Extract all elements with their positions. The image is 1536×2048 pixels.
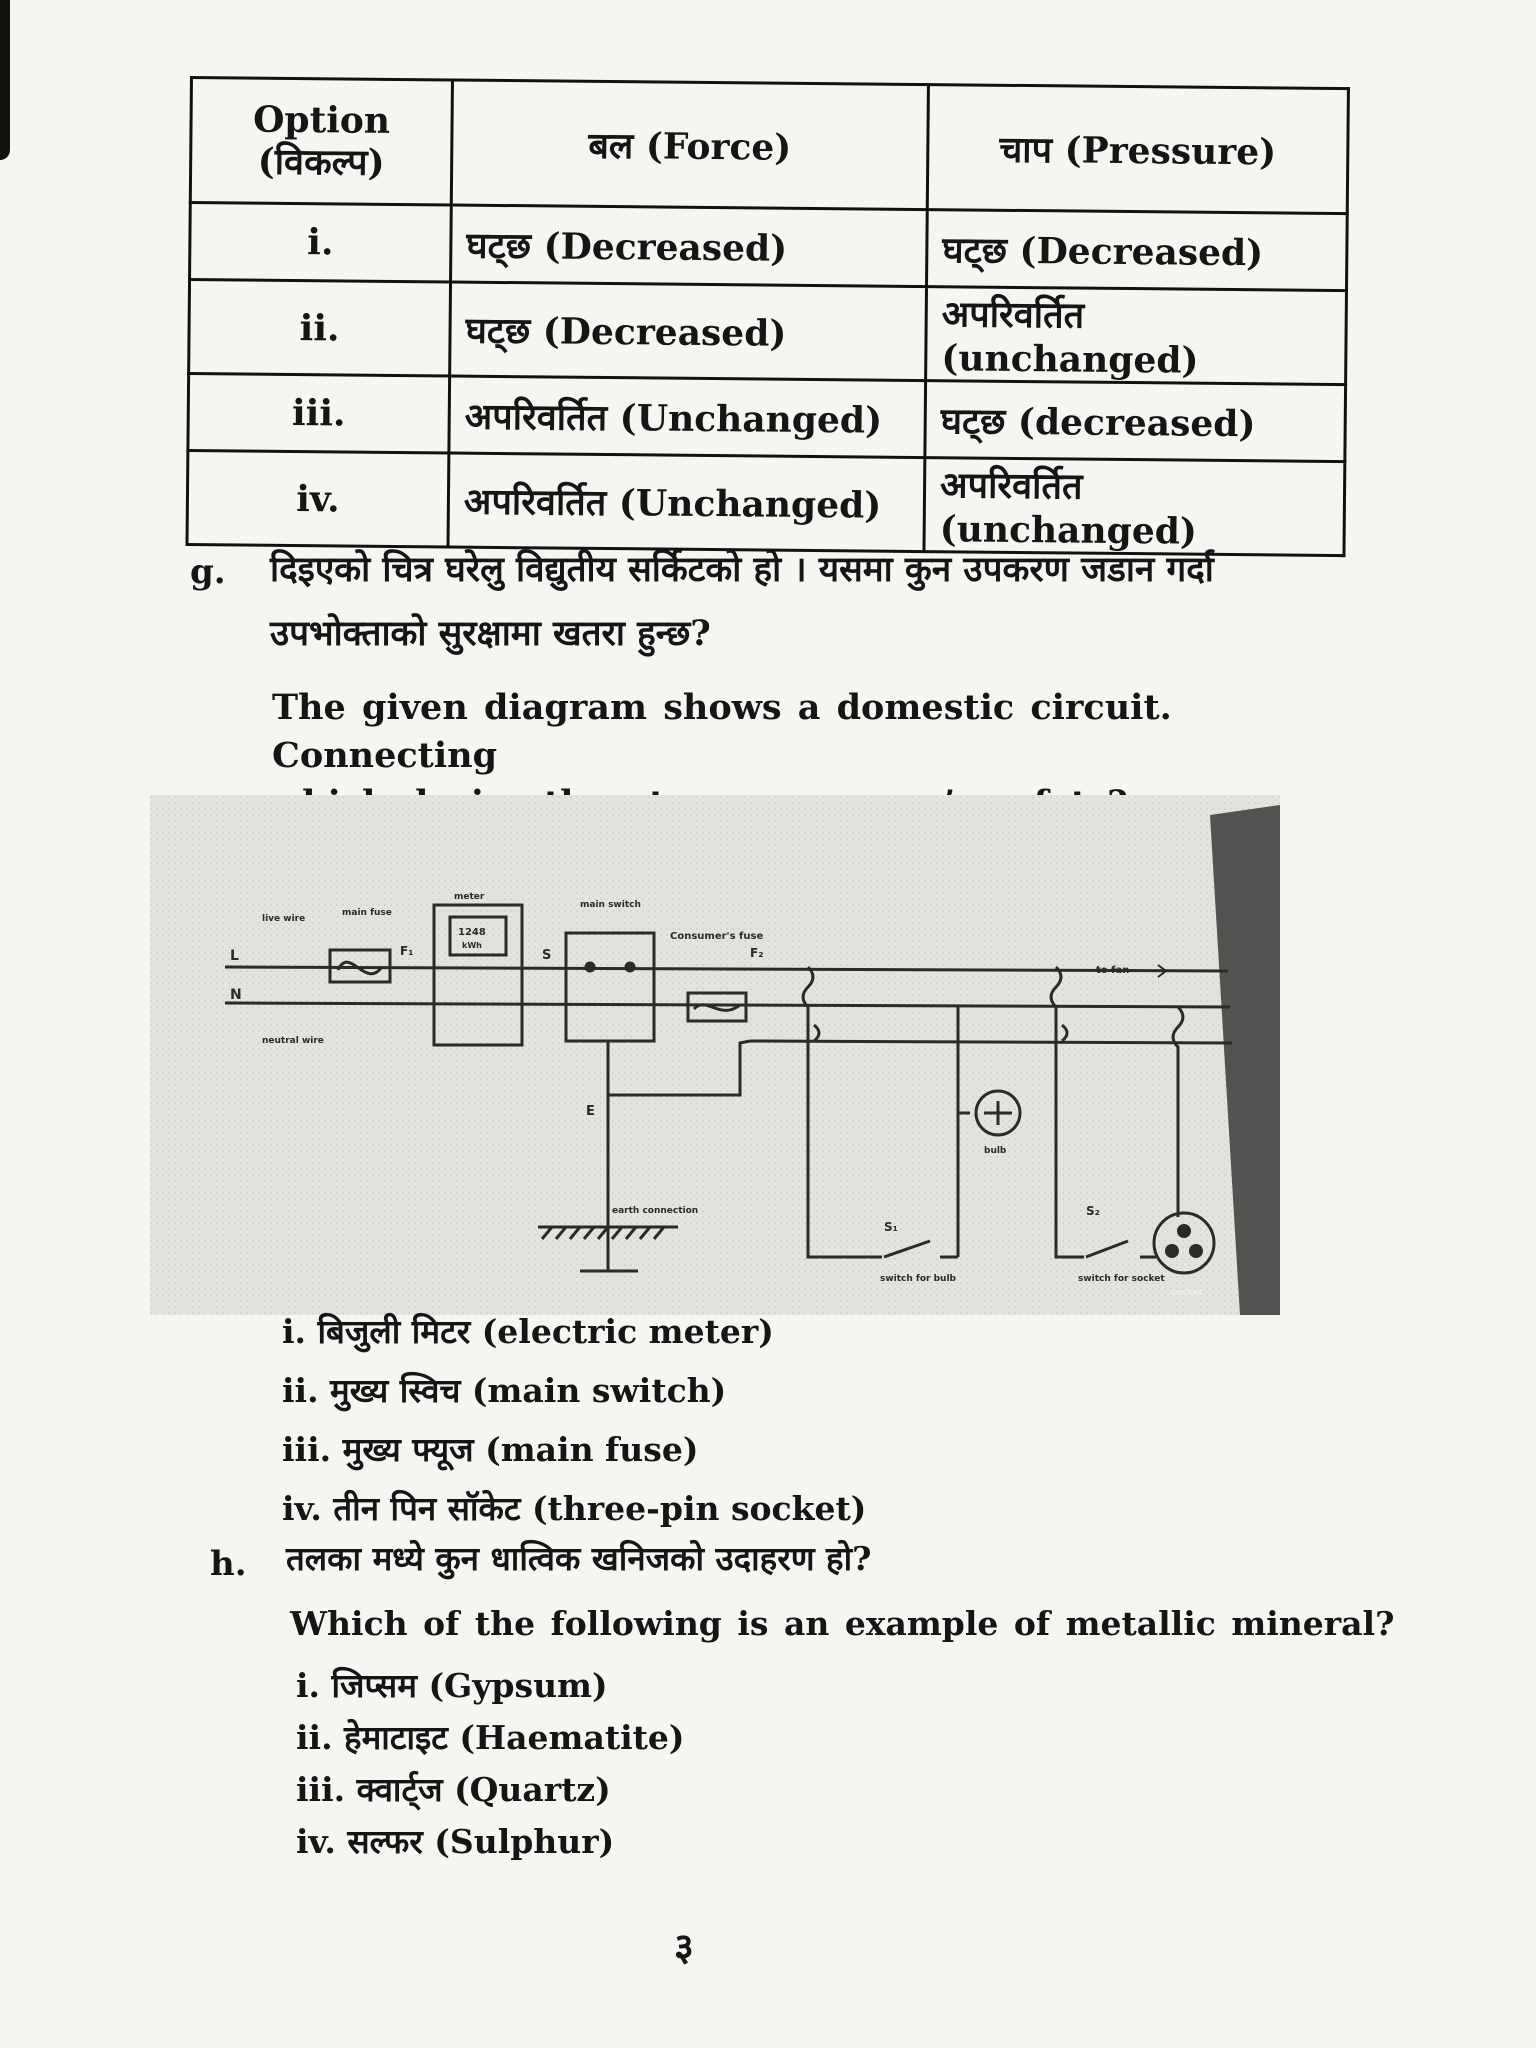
force-cell: अपरिवर्तित (Unchanged)	[449, 376, 926, 458]
diagram-label-meter: meter	[454, 892, 485, 902]
question-g-option[interactable]: i. बिजुली मिटर (electric meter)	[282, 1312, 774, 1351]
diagram-label-N: N	[230, 987, 242, 1003]
meter-unit: kWh	[462, 941, 482, 950]
table-row	[189, 280, 1347, 385]
table-row	[190, 203, 1348, 291]
page-number: ३	[674, 1924, 694, 1969]
diagram-label-F1: F₁	[400, 944, 414, 958]
diagram-label-S: S	[542, 948, 552, 963]
option-header-np: (विकल्प)	[257, 140, 385, 184]
force-pressure-table	[185, 76, 1349, 557]
diagram-label-neutral-wire: neutral wire	[262, 1036, 324, 1046]
question-g-option[interactable]: ii. मुख्य स्विच (main switch)	[282, 1371, 727, 1410]
question-h-option[interactable]: ii. हेमाटाइट (Haematite)	[296, 1718, 685, 1757]
question-g-options	[282, 1308, 866, 1544]
domestic-circuit-diagram	[150, 795, 1280, 1315]
pressure-cell: अपरिवर्तित (unchanged)	[926, 287, 1347, 385]
diagram-label-socket: socket	[1170, 1288, 1204, 1298]
main-switch-contact	[626, 963, 634, 971]
diagram-label-switch-for-bulb: switch for bulb	[880, 1274, 956, 1284]
diagram-label-S1: S₁	[884, 1220, 898, 1234]
earth-wire-line	[750, 1041, 1232, 1043]
diagram-label-main-switch: main switch	[580, 900, 641, 910]
question-g-nepali-line1: दिइएको चित्र घरेलु विद्युतीय सर्किटको हो । यसमा कुन उपकरण जडान गर्दा	[270, 549, 1214, 590]
diagram-label-E: E	[586, 1104, 595, 1119]
table-row	[187, 450, 1345, 555]
diagram-label-F2: F₂	[750, 946, 764, 960]
main-switch-contact	[586, 963, 594, 971]
force-cell: घट्छ (Decreased)	[450, 282, 927, 381]
question-g-number: g.	[190, 552, 226, 592]
socket-pin	[1189, 1244, 1203, 1258]
pressure-cell: अपरिवर्तित (unchanged)	[924, 458, 1345, 556]
question-g-english-line1: The given diagram shows a domestic circuit. Connecting	[272, 687, 1172, 776]
page-edge-shadow	[0, 0, 10, 160]
socket-pin	[1165, 1244, 1179, 1258]
option-cell: i.	[190, 203, 452, 283]
diagram-label-consumer-fuse: Consumer's fuse	[670, 931, 764, 942]
pressure-header: चाप (Pressure)	[927, 85, 1348, 214]
option-cell: ii.	[189, 280, 451, 377]
diagram-label-earth-connection: earth connection	[612, 1206, 699, 1216]
socket-pin	[1177, 1224, 1191, 1238]
question-g-nepali-line2: उपभोक्ताको सुरक्षामा खतरा हुन्छ?	[270, 613, 711, 654]
diagram-label-bulb: bulb	[984, 1146, 1007, 1156]
pressure-cell: घट्छ (decreased)	[925, 381, 1346, 462]
force-cell: अपरिवर्तित (Unchanged)	[448, 453, 925, 552]
question-h-english: Which of the following is an example of metallic mineral?	[290, 1604, 1395, 1643]
meter-reading: 1248	[458, 927, 486, 938]
question-g-option[interactable]: iv. तीन पिन सॉकेट (three-pin socket)	[282, 1489, 867, 1528]
table-row	[188, 374, 1346, 462]
diagram-background	[150, 795, 1280, 1315]
option-header	[190, 78, 452, 205]
question-h-number: h.	[210, 1544, 247, 1584]
force-header: बल (Force)	[451, 80, 928, 210]
question-h-option[interactable]: i. जिप्सम (Gypsum)	[296, 1666, 608, 1705]
question-h-nepali: तलका मध्ये कुन धात्विक खनिजको उदाहरण हो?	[286, 1539, 872, 1578]
diagram-label-switch-for-socket: switch for socket	[1078, 1274, 1165, 1284]
diagram-label-main-fuse: main fuse	[342, 908, 392, 918]
pressure-cell: घट्छ (Decreased)	[927, 210, 1348, 291]
option-cell: iii.	[188, 374, 450, 454]
question-h-option[interactable]: iv. सल्फर (Sulphur)	[296, 1822, 615, 1861]
question-g-option[interactable]: iii. मुख्य फ्यूज (main fuse)	[282, 1430, 699, 1469]
question-h-option[interactable]: iii. क्वार्ट्ज (Quartz)	[296, 1770, 611, 1809]
option-header-en: Option	[252, 98, 391, 142]
force-cell: घट्छ (Decreased)	[451, 205, 928, 287]
option-cell: iv.	[187, 450, 449, 547]
diagram-label-live-wire: live wire	[262, 914, 306, 924]
diagram-label-L: L	[230, 948, 239, 964]
diagram-label-to-fan: to fan	[1096, 965, 1130, 976]
diagram-label-S2: S₂	[1086, 1204, 1100, 1218]
question-h-options	[296, 1662, 684, 1870]
table-header-row	[190, 78, 1348, 214]
question-g-nepali	[270, 545, 1330, 659]
